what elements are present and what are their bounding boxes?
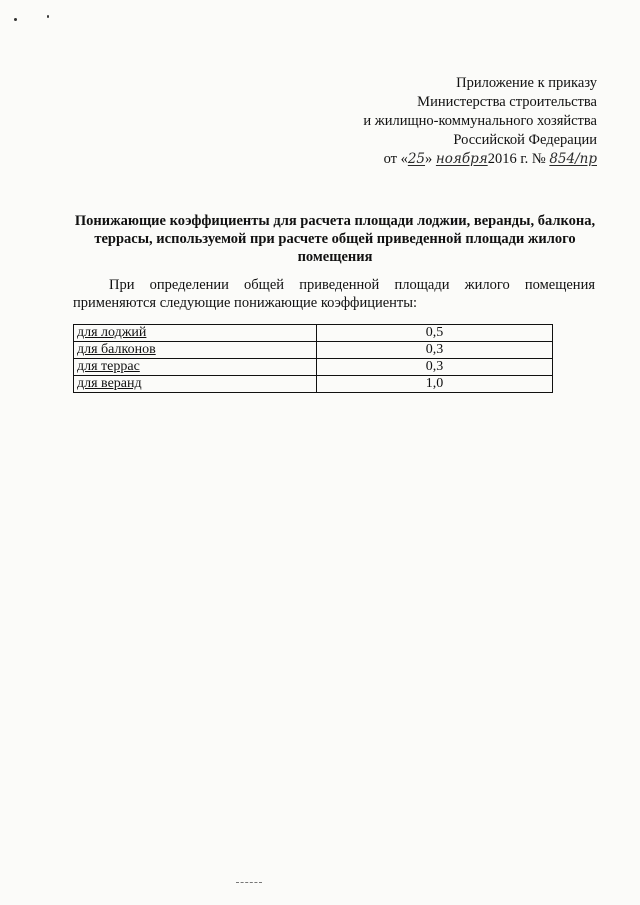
- row-value: 0,3: [317, 342, 553, 359]
- date-prefix: от «: [383, 151, 408, 167]
- row-name: для балконов: [74, 342, 317, 359]
- header-line: и жилищно-коммунального хозяйства: [363, 113, 597, 129]
- scan-speck: [14, 18, 17, 21]
- table-row: [74, 376, 553, 393]
- row-name: для веранд: [74, 376, 317, 393]
- row-name: для террас: [74, 359, 317, 376]
- date-mid: »: [425, 151, 433, 167]
- handwritten-day: 25: [407, 151, 426, 167]
- scan-footer-mark: [236, 882, 262, 884]
- intro-paragraph: При определении общей приведенной площади жилого помещения применяются следующие понижающие коэффициенты:: [73, 277, 595, 311]
- row-name: для лоджий: [74, 325, 317, 342]
- document-title: Понижающие коэффициенты для расчета площади лоджии, веранды, балкона, террасы, используемой при расчете общей приведенной площади жилого помещения: [74, 213, 596, 265]
- table-row: [74, 342, 553, 359]
- header-line: Приложение к приказу: [456, 75, 597, 91]
- row-value: 0,5: [317, 325, 553, 342]
- table-row: [74, 325, 553, 342]
- handwritten-month: ноября: [435, 151, 488, 167]
- header-line: Российской Федерации: [453, 132, 597, 148]
- order-date-line: [363, 150, 597, 169]
- handwritten-order-number: 854/пр: [549, 151, 597, 167]
- order-reference: [363, 74, 597, 169]
- table-row: [74, 359, 553, 376]
- coefficients-table: [73, 324, 553, 393]
- row-value: 1,0: [317, 376, 553, 393]
- scan-speck: [47, 15, 49, 18]
- header-line: Министерства строительства: [417, 94, 597, 110]
- row-value: 0,3: [317, 359, 553, 376]
- year-text: 2016 г. №: [487, 151, 546, 167]
